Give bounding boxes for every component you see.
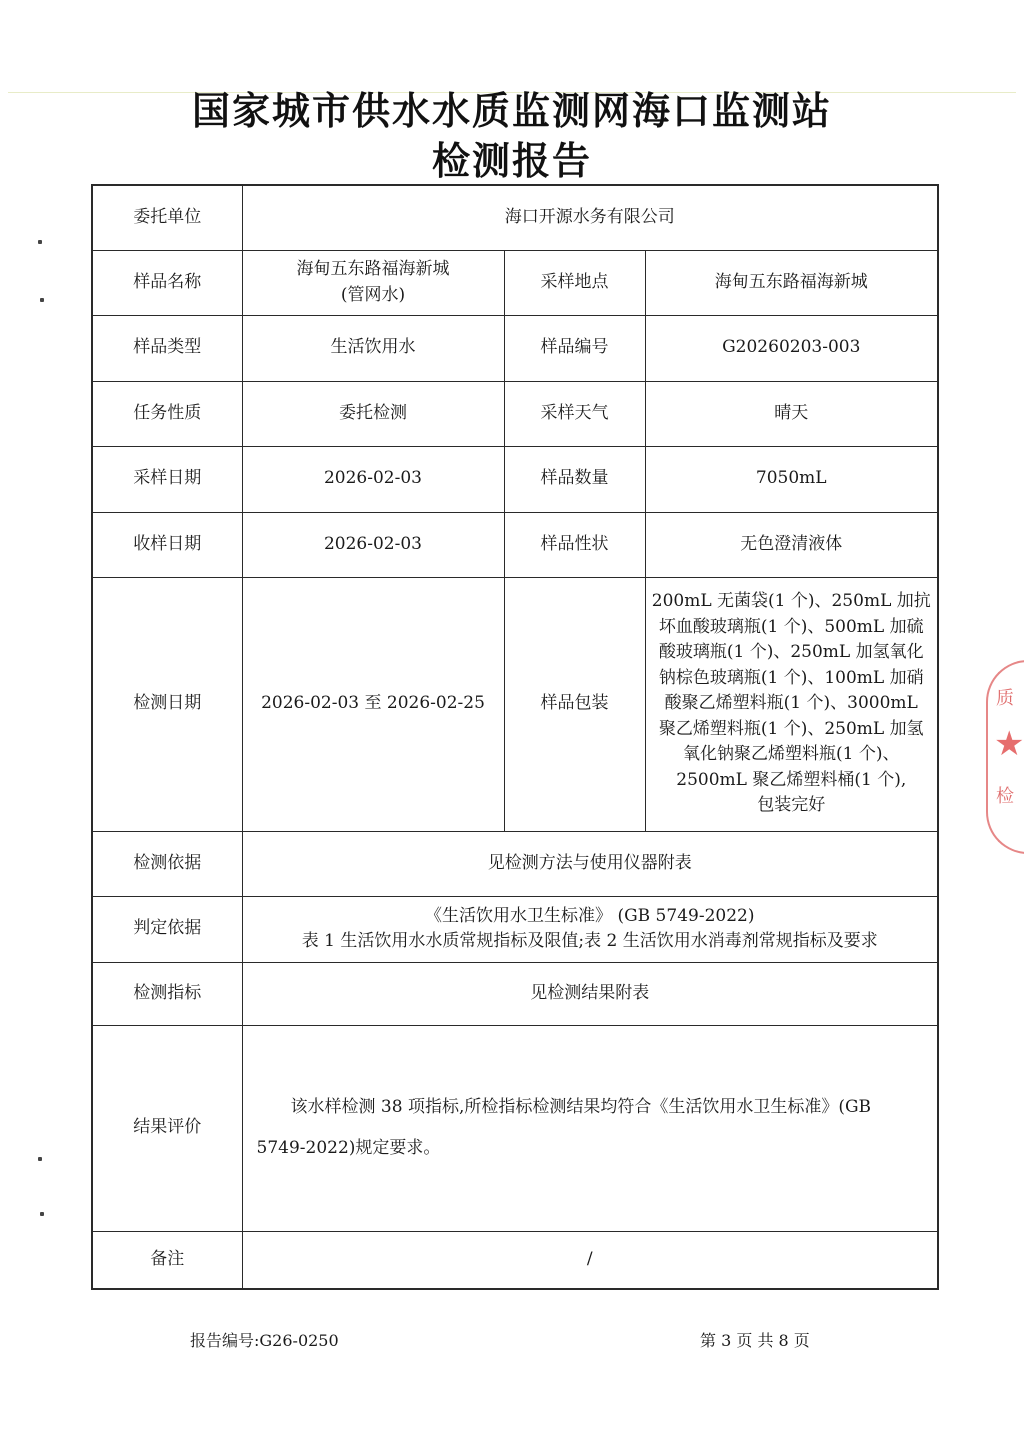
task-nature-label: 任务性质 (92, 381, 242, 446)
packaging-line: 聚乙烯塑料瓶(1 个)、250mL 加氢 (658, 718, 924, 739)
sample-type-label: 样品类型 (92, 315, 242, 381)
seal-text-top: 质 (996, 688, 1014, 709)
packaging-line: 坏血酸玻璃瓶(1 个)、500mL 加硫 (658, 616, 924, 637)
receipt-date-value: 2026-02-03 (242, 512, 504, 577)
table-row (92, 446, 938, 512)
table-row (92, 381, 938, 446)
sample-traits-label: 样品性状 (504, 512, 645, 577)
evaluation-text: 该水样检测 38 项指标,所检指标检测结果均符合《生活饮用水卫生标准》(GB 5749-2022)规定要求。 (256, 1097, 872, 1158)
packaging-line: 200mL 无菌袋(1 个)、250mL 加抗 (651, 591, 931, 612)
client-value: 海口开源水务有限公司 (242, 185, 938, 250)
table-row (92, 1231, 938, 1289)
judgement-basis-line2: 表 1 生活饮用水水质常规指标及限值;表 2 生活饮用水消毒剂常规指标及要求 (301, 931, 878, 951)
sampling-site-value: 海甸五东路福海新城 (645, 250, 938, 315)
sample-no-label: 样品编号 (504, 315, 645, 381)
table-row (92, 315, 938, 381)
sample-name-label: 样品名称 (92, 250, 242, 315)
sample-traits-value: 无色澄清液体 (645, 512, 938, 577)
test-date-label: 检测日期 (92, 577, 242, 831)
packaging-line: 钠棕色玻璃瓶(1 个)、100mL 加硝 (658, 667, 924, 688)
sampling-site-label: 采样地点 (504, 250, 645, 315)
test-basis-label: 检测依据 (92, 831, 242, 896)
task-nature-value: 委托检测 (242, 381, 504, 446)
judgement-basis-label: 判定依据 (92, 896, 242, 962)
packaging-line: 酸聚乙烯塑料瓶(1 个)、3000mL (664, 693, 918, 714)
seal-star-icon: ★ (994, 724, 1024, 764)
test-basis-value: 见检测方法与使用仪器附表 (242, 831, 938, 896)
seal-text-bottom: 检 (996, 786, 1014, 807)
weather-label: 采样天气 (504, 381, 645, 446)
table-row (92, 1025, 938, 1231)
table-row (92, 962, 938, 1025)
official-seal (986, 660, 1024, 854)
binding-hole (40, 1212, 44, 1216)
sampling-date-label: 采样日期 (92, 446, 242, 512)
table-row (92, 831, 938, 896)
page-number: 第 3 页 共 8 页 (700, 1331, 810, 1350)
packaging-line: 酸玻璃瓶(1 个)、250mL 加氢氧化 (658, 642, 924, 663)
table-row (92, 577, 938, 831)
sample-qty-label: 样品数量 (504, 446, 645, 512)
test-items-label: 检测指标 (92, 962, 242, 1025)
sample-name-line2: (管网水) (340, 284, 406, 305)
report-title: 国家城市供水水质监测网海口监测站 (191, 89, 832, 133)
evaluation-value (242, 1025, 938, 1231)
table-row (92, 185, 938, 250)
sample-type-value: 生活饮用水 (242, 315, 504, 381)
table-row (92, 512, 938, 577)
table-row (92, 896, 938, 962)
sample-no-value: G20260203-003 (645, 315, 938, 381)
test-items-value: 见检测结果附表 (242, 962, 938, 1025)
report-subtitle: 检测报告 (431, 139, 592, 183)
table-row (92, 250, 938, 315)
weather-value: 晴天 (645, 381, 938, 446)
test-date-value: 2026-02-03 至 2026-02-25 (242, 577, 504, 831)
packaging-line: 氧化钠聚乙烯塑料瓶(1 个)、 (683, 744, 900, 765)
judgement-basis-line1: 《生活饮用水卫生标准》 (GB 5749-2022) (425, 905, 755, 926)
judgement-basis-value (242, 896, 938, 962)
binding-hole (40, 298, 44, 302)
binding-hole (38, 240, 42, 244)
binding-hole (38, 1157, 42, 1161)
sampling-date-value: 2026-02-03 (242, 446, 504, 512)
packaging-line: 2500mL 聚乙烯塑料桶(1 个), (676, 769, 907, 790)
receipt-date-label: 收样日期 (92, 512, 242, 577)
sample-name-line1: 海甸五东路福海新城 (296, 259, 450, 279)
sample-qty-value: 7050mL (645, 446, 938, 512)
packaging-label: 样品包装 (504, 577, 645, 831)
packaging-line: 包装完好 (757, 795, 826, 816)
remarks-value: / (242, 1231, 938, 1289)
report-table (91, 184, 939, 1290)
remarks-label: 备注 (92, 1231, 242, 1289)
evaluation-label: 结果评价 (92, 1025, 242, 1231)
report-number: 报告编号:G26-0250 (190, 1331, 339, 1350)
packaging-value (645, 577, 938, 831)
client-label: 委托单位 (92, 185, 242, 250)
sample-name-value (242, 250, 504, 315)
